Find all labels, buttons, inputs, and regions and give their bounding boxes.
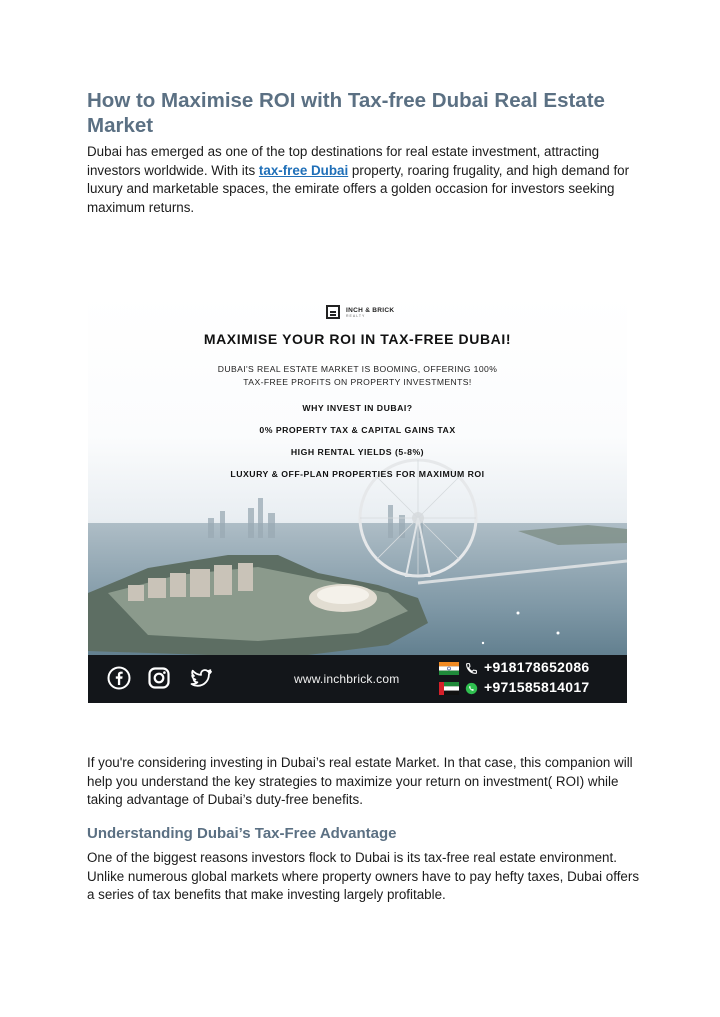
intro-paragraph [87, 143, 647, 217]
intro-text-start: Dubai has emerged as one of the top destinations for real estate investment, attracting investors worldwide. With its [87, 144, 600, 178]
banner-subline-1: DUBAI'S REAL ESTATE MARKET IS BOOMING, OFFERING 100% [217, 364, 498, 374]
banner-item-tax: 0% PROPERTY TAX & CAPITAL GAINS TAX [259, 425, 456, 435]
brand-name: INCH & BRICK [346, 306, 395, 314]
paragraph-tax-advantage: One of the biggest reasons investors flock to Dubai is its tax-free real estate environment. Unlike numerous global markets where property owners have to pay hefty taxes, Dubai offers a series of tax benefits that make investing largely profitable. [87, 850, 640, 903]
section-heading: Understanding Dubai’s Tax-Free Advantage [87, 825, 397, 842]
phone-icon [465, 662, 478, 675]
intro-text-end: property, roaring frugality, and high demand for luxury and marketable spaces, the emirate offers a golden occasion for investors seeking maximum returns. [87, 162, 630, 215]
banner-item-luxury: LUXURY & OFF-PLAN PROPERTIES FOR MAXIMUM ROI [230, 469, 485, 479]
instagram-icon [147, 666, 171, 690]
banner-subline [88, 363, 627, 388]
brand-building-icon [326, 305, 340, 319]
paragraph-strategies: If you're considering investing in Dubai’s real estate Market. In that case, this companion will help you understand the key strategies to maximize your return on investment( ROI) while taking advantage of Dubai’s duty-free benefits. [87, 755, 633, 808]
city-island-illustration [88, 293, 627, 703]
tax-free-dubai-link[interactable]: tax-free Dubai [258, 162, 349, 178]
website-url: www.inchbrick.com [294, 672, 400, 686]
banner-headline: MAXIMISE YOUR ROI IN TAX-FREE DUBAI! [203, 331, 512, 347]
banner-item-yields: HIGH RENTAL YIELDS (5-8%) [290, 447, 425, 457]
phone-number-india: +918178652086 [484, 659, 590, 675]
twitter-icon [189, 666, 213, 690]
banner-subline-2: TAX-FREE PROFITS ON PROPERTY INVESTMENTS! [243, 376, 472, 387]
banner-contact-bar [88, 655, 627, 703]
banner-item-why-invest: WHY INVEST IN DUBAI? [302, 403, 413, 413]
phone-number-uae: +971585814017 [484, 679, 590, 695]
article-title: How to Maximise ROI with Tax-free Dubai Real Estate Market [87, 89, 605, 137]
india-flag-icon [439, 662, 459, 675]
facebook-icon [107, 666, 131, 690]
brand-subtitle: REALTY [346, 313, 366, 318]
brand-logo [326, 305, 394, 319]
promo-banner-image [88, 293, 627, 703]
whatsapp-icon [465, 682, 478, 695]
uae-flag-icon [439, 682, 459, 695]
